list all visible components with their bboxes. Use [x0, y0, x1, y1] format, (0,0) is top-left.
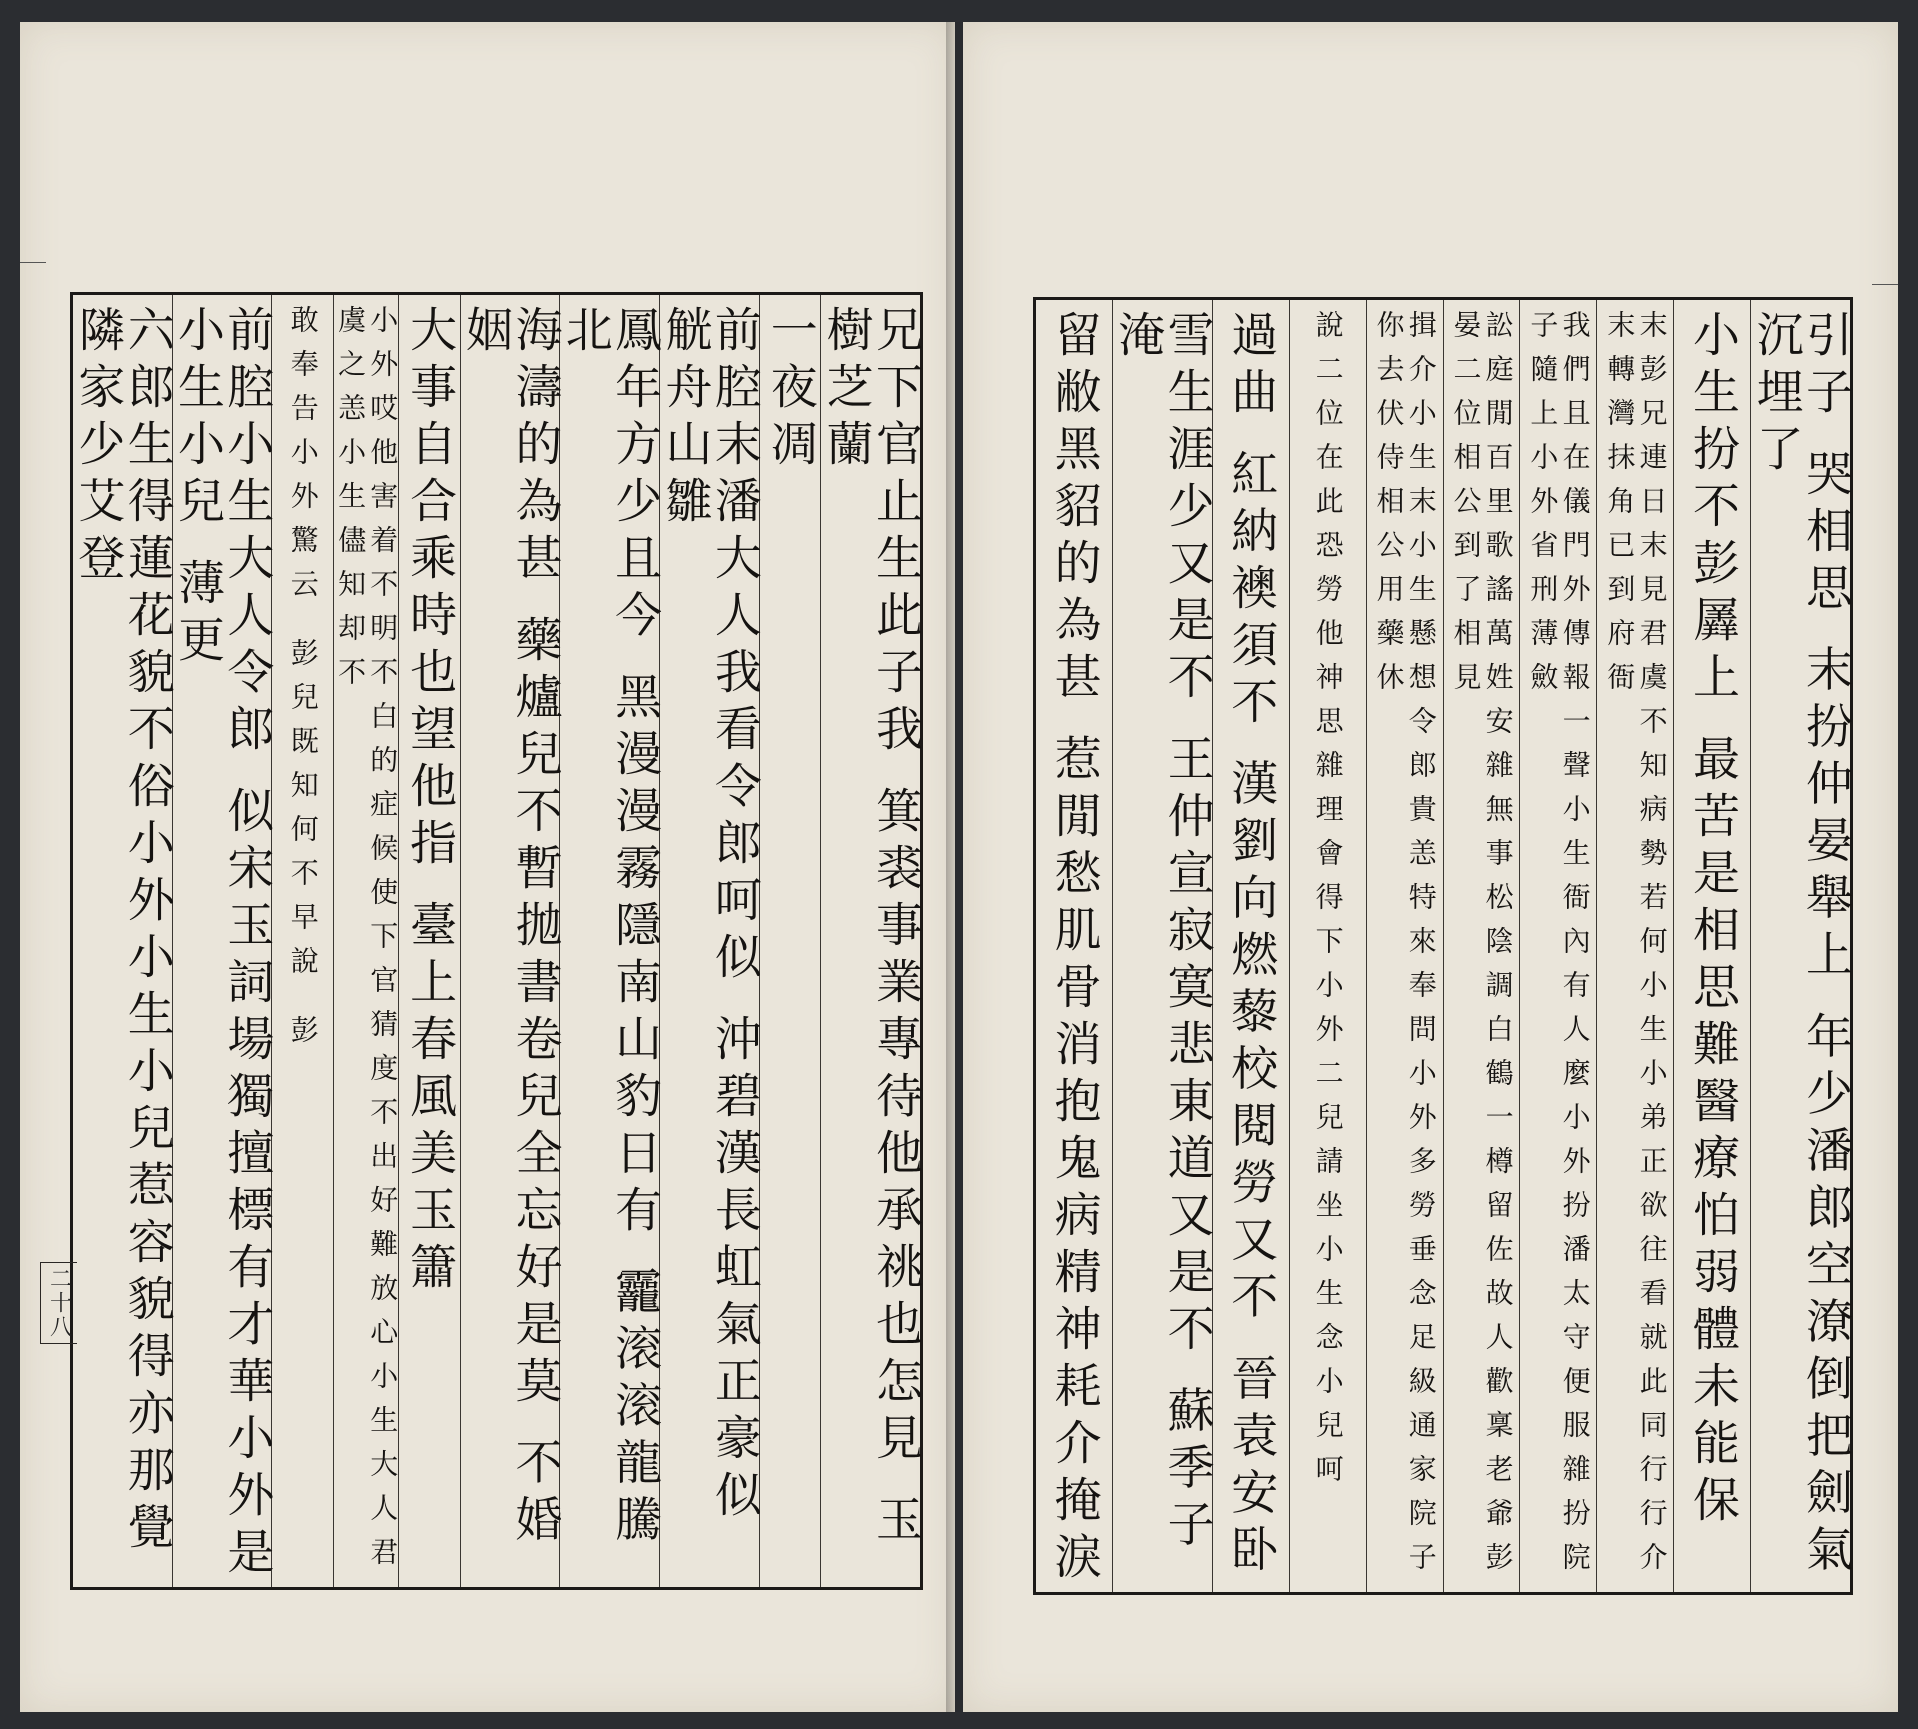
- right-page-column-text: 引子 哭相思 末扮仲晏舉上 年少潘郎空潦倒把劍氣沉埋了: [1748, 310, 1853, 1582]
- right-page-column: [1673, 300, 1750, 1592]
- right-page-column-text: 說二位在此恐勞他神思雜理會得下小外二兒請坐小生念小兒呵: [1311, 310, 1345, 1498]
- right-page: [963, 22, 1898, 1712]
- right-page-column-text: 揖介小生末小生懸想令郎貴恙特來奉問小外多勞垂念足級通家院子你去伏侍相公用藥休: [1372, 310, 1438, 1586]
- left-page-column-text: 小外哎他害着不明不白的症候使下官猜度不出好難放心小生大人君虞之恙小生儘知却不: [334, 305, 400, 1581]
- left-page-column-text: 一夜凋: [762, 305, 818, 476]
- right-page-column: [1596, 300, 1673, 1592]
- left-page-column-text: 前腔末潘大人我看令郎呵似 沖碧漢長虹氣正豪似 觥舟山雛: [657, 305, 762, 1527]
- right-page-column-text: 末彭兄連日末見君虞不知病勢若何小生小弟正欲往看就此同行行介末轉灣抹角已到府衙: [1603, 310, 1669, 1586]
- left-page-column-text: 兄下官止生此子我 箕裘事業專待他承祧也怎見 玉樹芝蘭: [818, 305, 923, 1552]
- left-page-column-text: 鳳年方少且今 黑漫漫霧隱南山豹日有 龗滚滚龍騰北: [557, 305, 663, 1552]
- left-page-column: [398, 295, 460, 1587]
- right-page-column: [1366, 300, 1443, 1592]
- right-page-column-text: 小生扮不彭羼上 最苦是相思難醫療怕弱體未能保: [1685, 310, 1740, 1532]
- left-page-column: [333, 295, 398, 1587]
- right-page-column-text: 留敝黑貂的為甚 惹閒愁肌骨消抱鬼病精神耗介掩淚: [1046, 310, 1102, 1589]
- right-page-column: [1036, 300, 1112, 1592]
- left-page-column: [170, 295, 275, 1587]
- left-page-column: [759, 295, 821, 1587]
- left-columns: [70, 295, 923, 1587]
- left-page: [20, 22, 955, 1712]
- page-edge-mark: [1872, 284, 1898, 285]
- right-page-column: [1443, 300, 1520, 1592]
- left-page-column-text: 敢奉告小外驚云 彭兒既知何不早說 彭: [286, 305, 320, 1059]
- right-page-column: [1212, 300, 1289, 1592]
- left-page-column-text: 海濤的為甚 藥爐兒不暫拋書卷兒全忘好是莫 不婚姻: [458, 305, 563, 1552]
- folio-number: [40, 1262, 77, 1344]
- right-page-column-text: 訟庭閒百里歌謠萬姓安雜無事松陰調白鶴一樽留佐故人歡稟老爺彭晏二位相公到了相見: [1449, 310, 1515, 1586]
- right-page-column-text: 我們且在儀門外傳報一聲小生衙內有人麼小外扮潘太守便服雜扮院子隨上小外省刑薄斂: [1526, 310, 1592, 1586]
- right-page-column: [1110, 300, 1215, 1592]
- right-page-column: [1519, 300, 1596, 1592]
- left-page-column-text: 六郎生得蓮花貌不俗小外小生小兒惹容貌得亦那覺 隣家少艾登: [70, 305, 175, 1559]
- left-page-column-text: 大事自合乘時也望他指 臺上春風美玉簫: [402, 305, 458, 1299]
- right-text-frame: [1033, 297, 1853, 1595]
- folio-label: 二十八: [46, 1267, 72, 1339]
- right-page-column-text: 過曲 紅納襖須不 漢劉向燃藜校閱勞又不 晉袁安卧: [1223, 310, 1279, 1582]
- right-page-column-text: 雪生涯少又是不 王仲宣寂寞悲東道又是不 蘇季子淹: [1110, 310, 1215, 1557]
- left-page-column: [557, 295, 663, 1587]
- right-page-column: [1748, 300, 1853, 1592]
- left-page-column: [458, 295, 563, 1587]
- left-page-column: [657, 295, 762, 1587]
- left-page-column-text: 前腔小生大人令郎 似宋玉詞場獨擅標有才華小外是小生小兒 薄更: [170, 305, 275, 1584]
- right-columns: [1036, 300, 1853, 1592]
- page-edge-mark: [20, 262, 46, 263]
- left-page-column: [818, 295, 923, 1587]
- right-page-column: [1289, 300, 1366, 1592]
- left-text-frame: [70, 292, 923, 1590]
- left-page-column: [271, 295, 333, 1587]
- left-page-column: [70, 295, 175, 1587]
